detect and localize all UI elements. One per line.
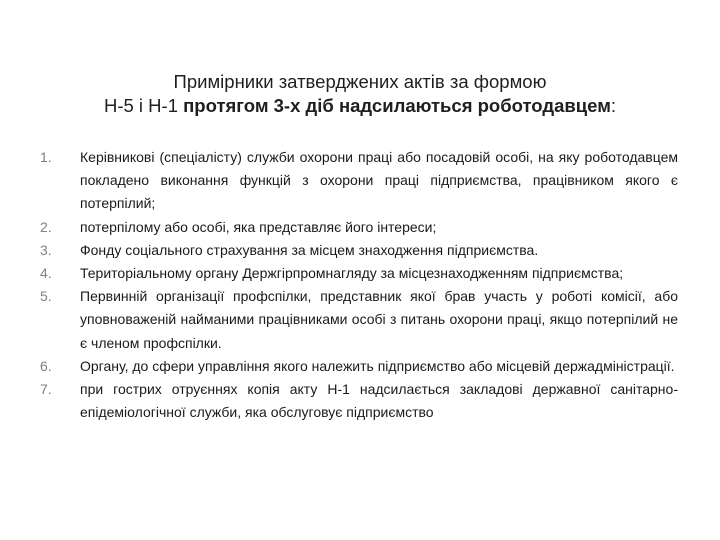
item-number: 5. bbox=[40, 288, 52, 305]
list-item bbox=[40, 378, 678, 424]
item-text: Керівникові (спеціалісту) служби охорони праці або посадовій особі, на яку роботодавцем покладено виконання функцій з охорони праці підприємства, працівником якого є потерпілий; bbox=[80, 149, 678, 212]
item-number: 7. bbox=[40, 381, 52, 398]
slide-title bbox=[40, 70, 680, 118]
item-number: 4. bbox=[40, 265, 52, 282]
item-text: потерпілому або особі, яка представляє його інтереси; bbox=[80, 218, 437, 235]
item-number: 6. bbox=[40, 357, 52, 374]
title-line-1: Примірники затверджених актів за формою bbox=[173, 71, 547, 92]
item-text: Фонду соціального страхування за місцем знаходження підприємства. bbox=[80, 241, 539, 258]
item-number: 1. bbox=[40, 149, 52, 165]
title-colon: : bbox=[610, 95, 617, 116]
list-item bbox=[40, 146, 678, 216]
title-plain-text: Н-5 і Н-1 bbox=[103, 95, 184, 116]
item-number: 3. bbox=[40, 241, 52, 258]
recipients-list bbox=[40, 146, 678, 424]
item-text: при гострих отруєннях копія акту Н-1 надсилається закладові державної санітарно-епідеміологічної служби, яка обслуговує підприємство bbox=[80, 381, 678, 421]
item-text: Органу, до сфери управління якого належить підприємство або місцевій держадміністрації. bbox=[80, 357, 675, 374]
list-item bbox=[40, 355, 678, 378]
title-bold-text: протягом 3-х діб надсилаються роботодавцем bbox=[183, 95, 611, 116]
list-item bbox=[40, 285, 678, 355]
item-text: Первинній організації профспілки, представник якої брав участь у роботі комісії, або уповноваженій найманими працівниками особі з питань охорони праці, якщо потерпілий не є членом профспілки. bbox=[80, 288, 678, 351]
item-text: Територіальному органу Держгірпромнагляду за місцезнаходженням підприємства; bbox=[80, 265, 624, 282]
item-number: 2. bbox=[40, 218, 52, 235]
list-item bbox=[40, 239, 678, 262]
list-item bbox=[40, 262, 678, 285]
list-item bbox=[40, 216, 678, 239]
title-line-2 bbox=[40, 94, 680, 118]
